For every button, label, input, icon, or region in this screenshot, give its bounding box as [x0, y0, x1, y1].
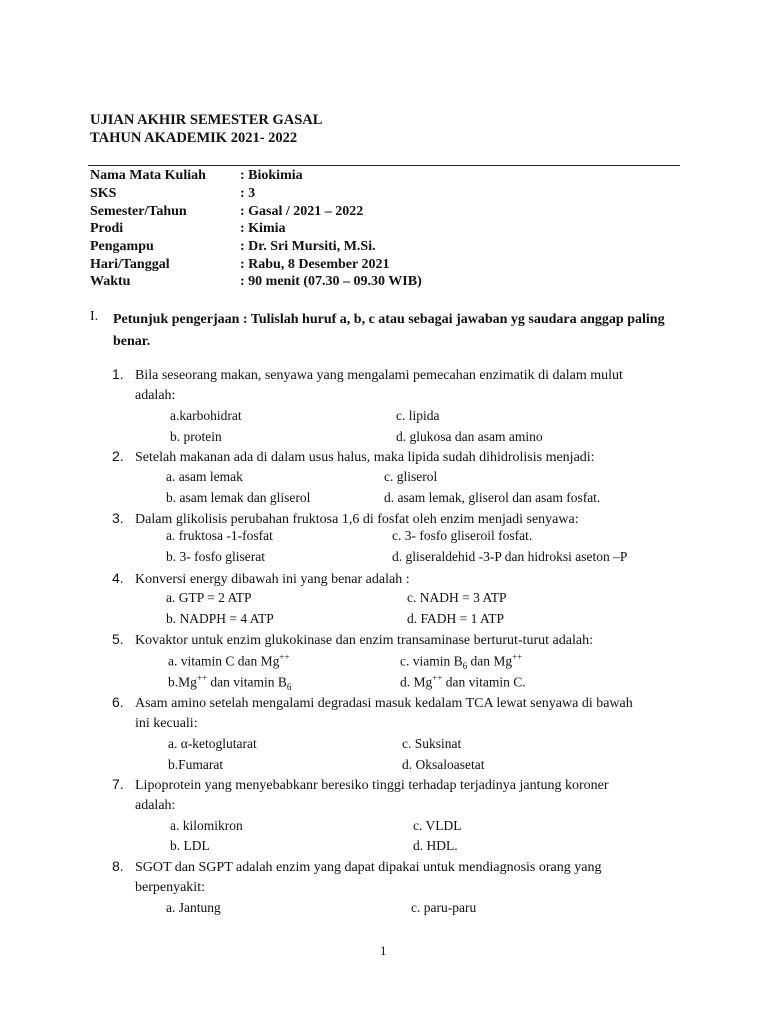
option-c: c. gliserol	[384, 469, 438, 484]
option-d: d. glukosa dan asam amino	[396, 429, 543, 444]
meta-value: : Kimia	[240, 221, 286, 236]
option-b-text: b.Mg	[168, 674, 197, 690]
question-text: Setelah makanan ada di dalam usus halus, maka lipida sudah dihidrolisis menjadi:	[135, 450, 595, 465]
superscript: ++	[196, 673, 208, 683]
meta-label: SKS	[90, 186, 117, 201]
option-b: b.Fumarat	[168, 757, 224, 772]
question-text: Kovaktor untuk enzim glukokinase dan enzim transaminase berturut-turut adalah:	[135, 633, 593, 648]
option-b	[168, 673, 291, 692]
option-b: b. 3- fosfo gliserat	[166, 549, 265, 564]
option-c: c. lipida	[396, 408, 440, 423]
option-b: b. NADPH = 4 ATP	[166, 611, 274, 626]
superscript: ++	[432, 673, 443, 683]
question-number: 4.	[112, 570, 124, 586]
meta-label: Semester/Tahun	[90, 204, 187, 219]
option-d	[400, 673, 526, 691]
meta-value: : Biokimia	[240, 168, 303, 183]
option-b-text-post: dan vitamin B	[207, 674, 287, 690]
question-text: SGOT dan SGPT adalah enzim yang dapat dipakai untuk mendiagnosis orang yang	[135, 860, 602, 875]
section-text: Petunjuk pengerjaan : Tulislah huruf a, b, c atau sebagai jawaban yg saudara anggap paling benar.	[113, 312, 665, 349]
meta-label: Waktu	[90, 274, 131, 289]
academic-year-title: TAHUN AKADEMIK 2021- 2022	[90, 130, 298, 146]
exam-title: UJIAN AKHIR SEMESTER GASAL	[90, 112, 323, 128]
meta-value: : 3	[240, 186, 256, 201]
meta-label: Pengampu	[90, 239, 154, 254]
section-number: I.	[90, 309, 99, 324]
option-c: c. paru-paru	[411, 900, 477, 915]
option-d-text: d. Mg	[400, 674, 433, 690]
option-a: a. GTP = 2 ATP	[166, 590, 252, 605]
question-number: 2.	[112, 448, 124, 464]
option-c-text-mid: dan Mg	[467, 653, 513, 669]
option-b: b. asam lemak dan gliserol	[166, 490, 311, 505]
question-number: 8.	[112, 858, 124, 874]
page-number: 1	[380, 943, 387, 958]
question-number: 3.	[112, 510, 124, 526]
question-text: Bila seseorang makan, senyawa yang mengalami pemecahan enzimatik di dalam mulut	[135, 368, 623, 383]
question-number: 5.	[112, 631, 124, 647]
option-d: d. HDL.	[413, 838, 458, 853]
option-a: a. kilomikron	[170, 818, 243, 833]
question-text: Konversi energy dibawah ini yang benar adalah :	[135, 572, 410, 587]
option-d: d. Oksaloasetat	[402, 757, 485, 772]
question-text: Dalam glikolisis perubahan fruktosa 1,6 di fosfat oleh enzim menjadi senyawa:	[135, 512, 579, 527]
option-c	[400, 652, 522, 671]
question-number: 6.	[112, 694, 124, 710]
option-a: a. α-ketoglutarat	[168, 736, 257, 751]
option-c: c. Suksinat	[402, 736, 462, 751]
header-divider	[88, 165, 680, 166]
question-text-cont: ini kecuali:	[135, 716, 198, 731]
option-d: d. FADH = 1 ATP	[407, 611, 505, 626]
option-a: a. Jantung	[166, 900, 221, 915]
option-d: d. gliseraldehid -3-P dan hidroksi aseton –P	[392, 549, 628, 564]
meta-label: Prodi	[90, 221, 124, 236]
option-b: b. LDL	[170, 838, 210, 853]
superscript: ++	[512, 652, 523, 662]
option-d-text-post: dan vitamin C.	[442, 674, 526, 690]
option-d: d. asam lemak, gliserol dan asam fosfat.	[384, 490, 601, 505]
superscript: ++	[279, 652, 290, 662]
subscript: 6	[462, 661, 468, 672]
meta-label: Nama Mata Kuliah	[90, 168, 206, 183]
option-a: a. asam lemak	[166, 469, 243, 484]
meta-label: Hari/Tanggal	[90, 257, 170, 272]
question-text-cont: adalah:	[135, 798, 176, 813]
option-c: c. 3- fosfo gliseroil fosfat.	[392, 528, 533, 543]
question-number: 1.	[112, 366, 124, 382]
option-c: c. VLDL	[413, 818, 462, 833]
subscript: 6	[286, 682, 292, 693]
meta-value: : 90 menit (07.30 – 09.30 WIB)	[240, 274, 422, 289]
option-c: c. NADH = 3 ATP	[407, 590, 507, 605]
option-c-text: c. viamin B	[400, 653, 463, 669]
question-text-cont: berpenyakit:	[135, 880, 205, 895]
option-a-text: a. vitamin C dan Mg	[168, 653, 280, 669]
option-b: b. protein	[170, 429, 222, 444]
meta-value: : Dr. Sri Mursiti, M.Si.	[240, 239, 376, 254]
question-text: Asam amino setelah mengalami degradasi masuk kedalam TCA lewat senyawa di bawah	[135, 696, 633, 711]
option-a: a.karbohidrat	[170, 408, 242, 423]
question-text-cont: adalah:	[135, 388, 176, 403]
meta-value: : Gasal / 2021 – 2022	[240, 204, 364, 219]
question-number: 7.	[112, 776, 124, 792]
question-text: Lipoprotein yang menyebabkanr beresiko tinggi terhadap terjadinya jantung koroner	[135, 778, 609, 793]
option-a	[168, 652, 290, 670]
meta-value: : Rabu, 8 Desember 2021	[240, 257, 390, 272]
option-a: a. fruktosa -1-fosfat	[166, 528, 273, 543]
